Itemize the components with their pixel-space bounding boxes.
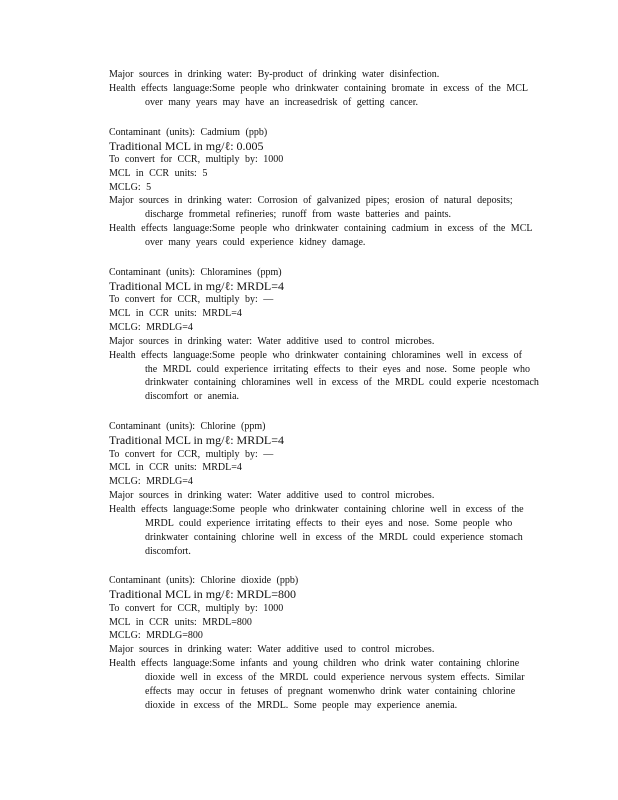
- mcl-ccr-units: MCL in CCR units: MRDL=4: [109, 462, 242, 474]
- bromate-continuation: [109, 68, 539, 110]
- convert-factor: To convert for CCR, multiply by: 1000: [109, 602, 284, 614]
- contaminant-section-chlorine: [109, 420, 539, 558]
- traditional-mcl: Traditional MCL in mg/ℓ: MRDL=4: [109, 278, 284, 293]
- mclg: MCLG: MRDLG=800: [109, 630, 203, 642]
- mcl-ccr-units: MCL in CCR units: MRDL=4: [109, 308, 242, 320]
- mcl-ccr-units: MCL in CCR units: 5: [109, 167, 208, 179]
- mclg: MCLG: MRDLG=4: [109, 321, 193, 333]
- contaminant-section-cadmium: [109, 126, 539, 250]
- health-effects-text: Health effects language:Some people who drinkwater containing cadmium in excess of the MCL over many years could experience kidney damage.: [109, 223, 533, 249]
- major-sources-text: Major sources in drinking water: Water additive used to control microbes.: [109, 335, 435, 347]
- contaminant-section-chloramines: [109, 266, 539, 404]
- traditional-mcl: Traditional MCL in mg/ℓ: MRDL=800: [109, 587, 296, 602]
- contaminant-name: Contaminant (units): Cadmium (ppb): [109, 126, 268, 138]
- traditional-mcl: Traditional MCL in mg/ℓ: 0.005: [109, 138, 264, 153]
- health-effects-text: Health effects language:Some people who drinkwater containing chlorine well in excess of the MRDL could experience irritating effects to their eyes and nose. Some people who drinkwater containing chlorine well in excess of the MRDL could experience stomach discomfort.: [109, 503, 524, 557]
- major-sources-text: Major sources in drinking water: By-product of drinking water disinfection.: [109, 69, 440, 80]
- mclg: MCLG: MRDLG=4: [109, 476, 193, 488]
- mcl-ccr-units: MCL in CCR units: MRDL=800: [109, 616, 252, 628]
- major-sources-text: Major sources in drinking water: Corrosion of galvanized pipes; erosion of natural deposits; discharge frommetal refineries; runoff from waste batteries and paints.: [109, 195, 513, 221]
- major-sources-text: Major sources in drinking water: Water additive used to control microbes.: [109, 644, 435, 656]
- mclg: MCLG: 5: [109, 181, 152, 193]
- traditional-mcl: Traditional MCL in mg/ℓ: MRDL=4: [109, 433, 284, 448]
- contaminant-name: Contaminant (units): Chlorine (ppm): [109, 421, 266, 433]
- health-effects-text: Health effects language:Some people who drinkwater containing chloramines well in excess of the MRDL could experience irritating effects to their eyes and nose. Some people who drinkwater containing chloramines well in excess of the MRDL could experie ncestomach discomfort or anemia.: [109, 349, 539, 403]
- health-effects-text: Health effects language:Some infants and young children who drink water containing chlorine dioxide well in excess of the MRDL could experience nervous system effects. Similar effects may occur in fetuses of pregnant womenwho drink water containing chlorine dioxide in excess of the MRDL. Some people may experience anemia.: [109, 658, 525, 711]
- convert-factor: To convert for CCR, multiply by: —: [109, 294, 274, 306]
- health-effects-text: Health effects language:Some people who drinkwater containing bromate in excess of the MCL over many years may have an increasedrisk of getting cancer.: [109, 82, 528, 108]
- contaminant-name: Contaminant (units): Chlorine dioxide (ppb): [109, 575, 299, 587]
- document-content: [109, 68, 539, 713]
- convert-factor: To convert for CCR, multiply by: —: [109, 448, 274, 460]
- contaminant-section-chlorine-dioxide: [109, 574, 539, 712]
- major-sources-text: Major sources in drinking water: Water additive used to control microbes.: [109, 489, 435, 501]
- convert-factor: To convert for CCR, multiply by: 1000: [109, 154, 284, 166]
- contaminant-name: Contaminant (units): Chloramines (ppm): [109, 267, 282, 279]
